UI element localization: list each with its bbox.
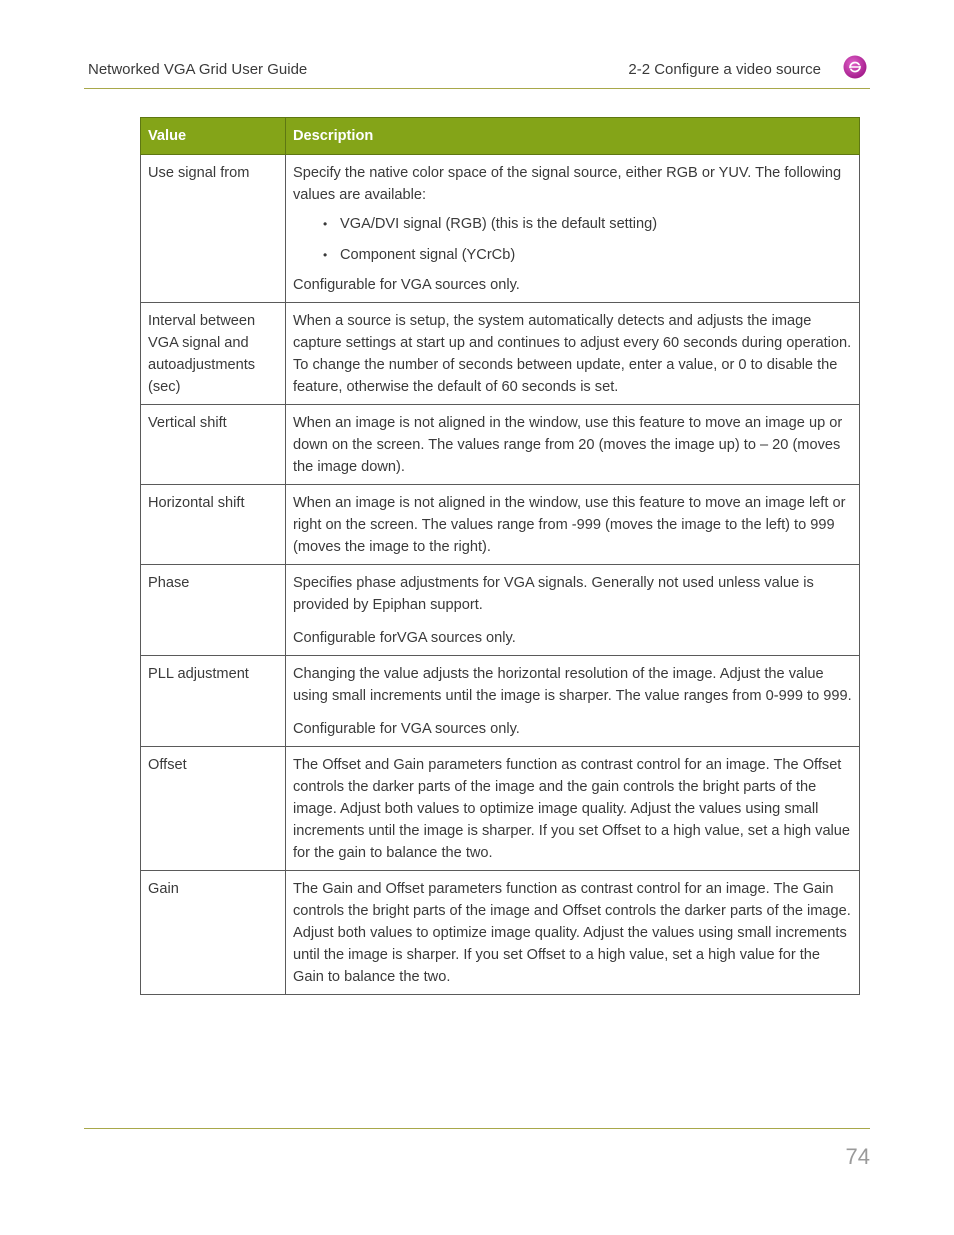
list-item: • Component signal (YCrCb) xyxy=(340,244,852,266)
description-cell xyxy=(286,871,860,995)
column-header-description: Description xyxy=(286,118,860,155)
page-header xyxy=(84,50,870,89)
description-cell xyxy=(286,565,860,656)
table-row xyxy=(141,871,860,995)
value-cell: Vertical shift xyxy=(141,405,286,485)
description-text: Changing the value adjusts the horizontal resolution of the image. Adjust the value using small increments until the image is sharper. The value ranges from 0-999 to 999. xyxy=(293,666,852,704)
bullet-list xyxy=(293,213,852,266)
value-cell: Offset xyxy=(141,747,286,871)
table-row xyxy=(141,303,860,405)
table-row xyxy=(141,565,860,656)
parameters-table xyxy=(140,117,860,995)
table-row xyxy=(141,155,860,303)
table-row xyxy=(141,747,860,871)
description-cell xyxy=(286,485,860,565)
description-cell xyxy=(286,656,860,747)
description-note: Configurable for VGA sources only. xyxy=(293,721,520,737)
description-note: Configurable forVGA sources only. xyxy=(293,630,516,646)
value-cell: Phase xyxy=(141,565,286,656)
description-text: When an image is not aligned in the window, use this feature to move an image left or right on the screen. The values range from -999 (moves the image to the left) to 999 (moves the image to the right). xyxy=(293,495,846,555)
section-title: 2-2 Configure a video source xyxy=(628,61,821,78)
list-item: • VGA/DVI signal (RGB) (this is the default setting) xyxy=(340,213,852,235)
value-cell: Use signal from xyxy=(141,155,286,303)
table-row xyxy=(141,656,860,747)
footer-divider xyxy=(84,1128,870,1129)
column-header-value: Value xyxy=(141,118,286,155)
description-cell xyxy=(286,303,860,405)
description-text: Specify the native color space of the signal source, either RGB or YUV. The following values are available: xyxy=(293,165,842,203)
value-cell: Horizontal shift xyxy=(141,485,286,565)
description-text: The Gain and Offset parameters function as contrast control for an image. The Gain controls the bright parts of the image and Offset controls the darker parts of the image. Adjust both values to optimize image quality. Adjust the values using small increments until the image is sharper. If you set Offset to a high value, set a high value for the Gain to balance the two. xyxy=(293,881,851,985)
table-header-row xyxy=(141,118,860,155)
description-text: Specifies phase adjustments for VGA signals. Generally not used unless value is provided by Epiphan support. xyxy=(293,575,814,613)
value-cell: PLL adjustment xyxy=(141,656,286,747)
description-cell xyxy=(286,747,860,871)
table-row xyxy=(141,485,860,565)
description-text: The Offset and Gain parameters function as contrast control for an image. The Offset controls the darker parts of the image and the gain controls the bright parts of the image. Adjust both values to optimize image quality. Adjust the values using small increments until the image is sharper. If you set Offset to a high value, set a high value for the gain to balance the two. xyxy=(293,757,851,861)
epiphan-logo-icon xyxy=(843,55,867,79)
value-cell: Gain xyxy=(141,871,286,995)
page-number: 74 xyxy=(845,1144,870,1169)
description-cell xyxy=(286,405,860,485)
description-text: When an image is not aligned in the window, use this feature to move an image up or down on the screen. The values range from 20 (moves the image up) to – 20 (moves the image down). xyxy=(293,415,843,475)
description-note: Configurable for VGA sources only. xyxy=(293,277,520,293)
description-text: When a source is setup, the system automatically detects and adjusts the image capture settings at start up and continues to adjust every 60 seconds during operation. To change the number of seconds between update, enter a value, or 0 to disable the feature, otherwise the default of 60 seconds is set. xyxy=(293,313,852,395)
description-cell xyxy=(286,155,860,303)
table-row xyxy=(141,405,860,485)
document-title: Networked VGA Grid User Guide xyxy=(88,61,308,78)
value-cell: Interval between VGA signal and autoadjustments (sec) xyxy=(141,303,286,405)
